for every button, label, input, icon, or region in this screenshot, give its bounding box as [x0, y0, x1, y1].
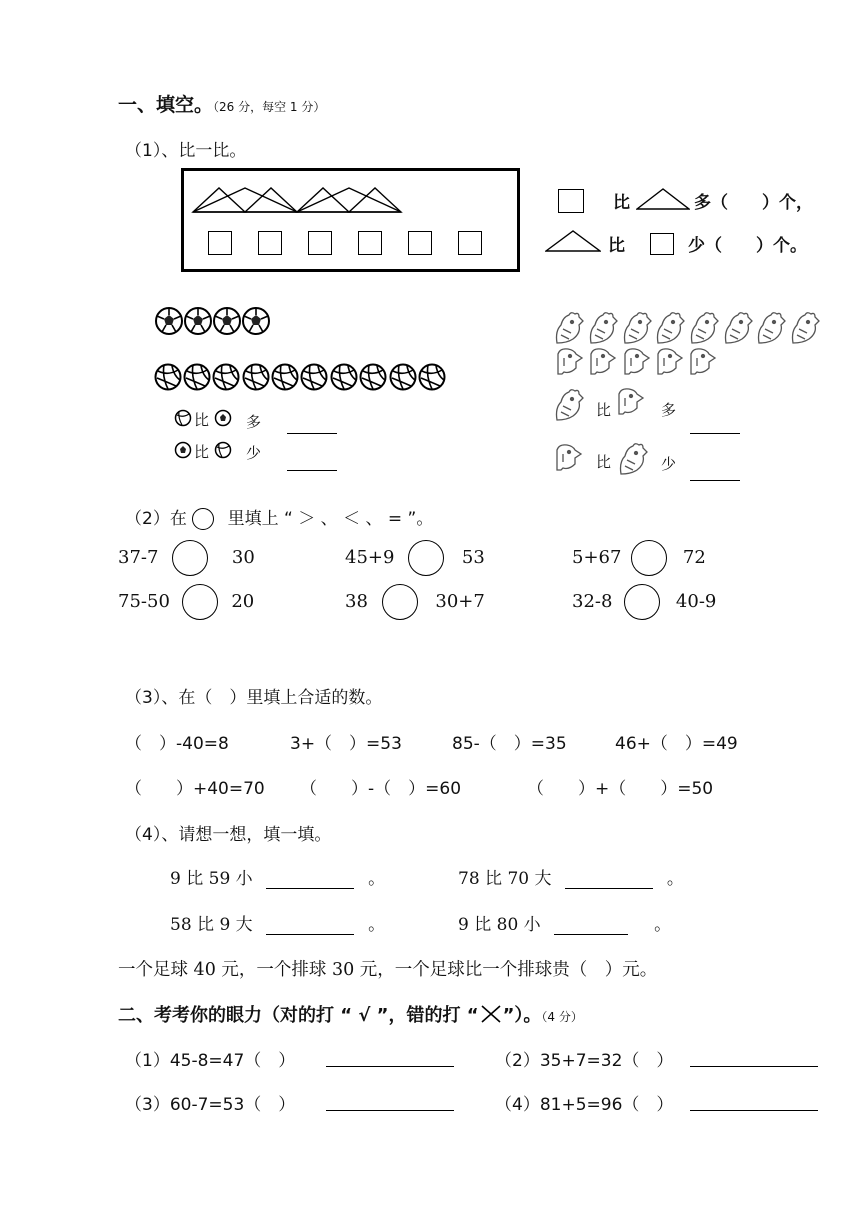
section2-title	[118, 1001, 583, 1027]
answer-blank[interactable]	[266, 933, 354, 935]
compare-circle[interactable]	[172, 540, 208, 576]
chickens-duo: 多	[661, 401, 677, 419]
q5-text: 一个足球 40 元，一个排球 30 元，一个足球比一个排球贵（ ）元。	[118, 960, 658, 980]
answer-blank[interactable]	[266, 887, 354, 889]
judge-text[interactable]: （4）81+5=96（ ）	[495, 1095, 674, 1115]
compare-item	[118, 540, 255, 576]
q4-item-end: 。	[368, 869, 386, 889]
q4-item-text: 58 比 9 大	[170, 915, 253, 935]
q2-heading	[125, 504, 433, 530]
soccer-ball-icon	[174, 441, 192, 459]
soccer-ball-icon	[214, 409, 232, 427]
q3-item[interactable]: （ ）+（ ）=50	[527, 779, 714, 799]
compare-line-2-square	[650, 233, 674, 255]
answer-blank[interactable]	[326, 1109, 454, 1111]
compare-right: 20	[231, 591, 255, 612]
q3-item[interactable]: （ ）-40=8	[125, 734, 229, 754]
judge-item	[125, 1090, 295, 1115]
compare-item	[572, 584, 716, 620]
compare-item	[572, 540, 706, 576]
compare-left: 32-8	[572, 591, 613, 612]
judge-text[interactable]: （2）35+7=32（ ）	[495, 1051, 674, 1071]
balls-shao: 少	[246, 444, 262, 462]
compare-right: 40-9	[675, 591, 717, 612]
q4-item-text: 9 比 80 小	[458, 915, 541, 935]
section2-note: （4 分）	[541, 1010, 583, 1024]
balls-duo: 多	[246, 413, 262, 431]
chick-icon	[553, 442, 587, 474]
answer-blank[interactable]	[690, 1109, 818, 1111]
square-shape	[558, 189, 584, 213]
q4-item	[458, 910, 671, 935]
compare-item	[345, 540, 485, 576]
answer-blank[interactable]	[565, 887, 653, 889]
compare-line-1	[558, 189, 584, 213]
cross-icon	[479, 1004, 503, 1024]
answer-blank[interactable]	[326, 1065, 454, 1067]
q2-heading-b: 里填上 “ ＞ 、 ＜ 、 = ”。	[227, 509, 434, 529]
q4-item	[458, 864, 684, 889]
section1-title	[118, 90, 325, 117]
square-shape	[258, 231, 282, 255]
compare-circle[interactable]	[182, 584, 218, 620]
answer-blank[interactable]	[287, 469, 337, 471]
triangle-shape	[545, 229, 601, 253]
compare-circle[interactable]	[631, 540, 667, 576]
compare-right: 53	[461, 547, 485, 568]
q4-item-text: 78 比 70 大	[458, 869, 552, 889]
compare-line-2-shao: 少（ ）个。	[688, 236, 807, 256]
compare-right: 30	[231, 547, 255, 568]
square-shape	[408, 231, 432, 255]
answer-blank[interactable]	[690, 1065, 818, 1067]
compare-line-1-bi: 比	[613, 193, 630, 213]
compare-left: 45+9	[345, 547, 395, 568]
compare-item	[345, 584, 485, 620]
chickens-bi-1: 比	[596, 401, 612, 419]
compare-circle[interactable]	[382, 584, 418, 620]
square-shape	[358, 231, 382, 255]
roosters-row	[553, 309, 823, 345]
compare-right: 30+7	[435, 591, 485, 612]
square-shape	[208, 231, 232, 255]
q4-heading: （4）、请想一想，填一填。	[125, 825, 332, 845]
judge-item	[495, 1090, 673, 1115]
compare-box	[181, 168, 520, 272]
answer-blank[interactable]	[690, 432, 740, 434]
compare-item	[118, 584, 254, 620]
q3-item[interactable]: （ ）-（ ）=60	[300, 779, 462, 799]
compare-right: 72	[682, 547, 706, 568]
section1-note: （26 分，每空 1 分）	[213, 100, 326, 114]
compare-left: 38	[345, 591, 368, 612]
q4-item-text: 9 比 59 小	[170, 869, 253, 889]
compare-circle[interactable]	[408, 540, 444, 576]
circle-icon	[192, 508, 214, 530]
square-shape	[308, 231, 332, 255]
square-shape	[458, 231, 482, 255]
compare-left: 75-50	[118, 591, 170, 612]
judge-item	[495, 1046, 673, 1071]
answer-blank[interactable]	[690, 479, 740, 481]
q3-item[interactable]: 3+（ ）=53	[290, 734, 402, 754]
q3-item[interactable]: （ ）+40=70	[125, 779, 265, 799]
triangle-shapes	[190, 186, 410, 214]
compare-left: 37-7	[118, 547, 159, 568]
chicks-row	[554, 346, 724, 376]
compare-line-1-duo: 多（ ）个，	[694, 193, 813, 213]
volleyball-icon	[174, 409, 192, 427]
balls-bi-1: 比	[194, 411, 210, 429]
q4-item	[170, 910, 385, 935]
q4-item	[170, 864, 385, 889]
balls-bi-2: 比	[194, 443, 210, 461]
chickens-bi-2: 比	[596, 453, 612, 471]
answer-blank[interactable]	[554, 933, 628, 935]
compare-circle[interactable]	[624, 584, 660, 620]
squares-row	[208, 231, 482, 255]
compare-left: 5+67	[572, 547, 622, 568]
q4-item-end: 。	[368, 915, 386, 935]
judge-text[interactable]: （1）45-8=47（ ）	[125, 1051, 296, 1071]
q4-item-end: 。	[654, 915, 672, 935]
square-shape	[650, 233, 674, 255]
judge-text[interactable]: （3）60-7=53（ ）	[125, 1095, 296, 1115]
section1-title-text: 一、填空。	[118, 94, 214, 116]
q2-heading-a: （2）在	[125, 509, 187, 529]
triangle-shape	[636, 187, 690, 211]
volleyball-icon	[214, 441, 232, 459]
rooster-icon	[617, 440, 651, 476]
q3-heading: （3）、在（ ）里填上合适的数。	[125, 688, 383, 708]
section2-title-end: ”）。	[502, 1005, 542, 1026]
chickens-shao: 少	[661, 455, 677, 473]
compare-line-2-bi: 比	[608, 236, 625, 256]
q3-item[interactable]: 46+（ ）=49	[615, 734, 738, 754]
q3-item[interactable]: 85-（ ）=35	[452, 734, 567, 754]
volleyballs-row	[154, 362, 454, 392]
answer-blank[interactable]	[287, 432, 337, 434]
soccer-balls-row	[155, 305, 275, 337]
q1-heading: （1）、比一比。	[125, 141, 247, 161]
chick-icon	[615, 386, 649, 418]
q4-item-end: 。	[666, 869, 684, 889]
judge-item	[125, 1046, 295, 1071]
rooster-icon	[553, 386, 587, 422]
section2-title-text: 二、考考你的眼力（对的打 “ √ ”，错的打 “	[118, 1005, 479, 1026]
